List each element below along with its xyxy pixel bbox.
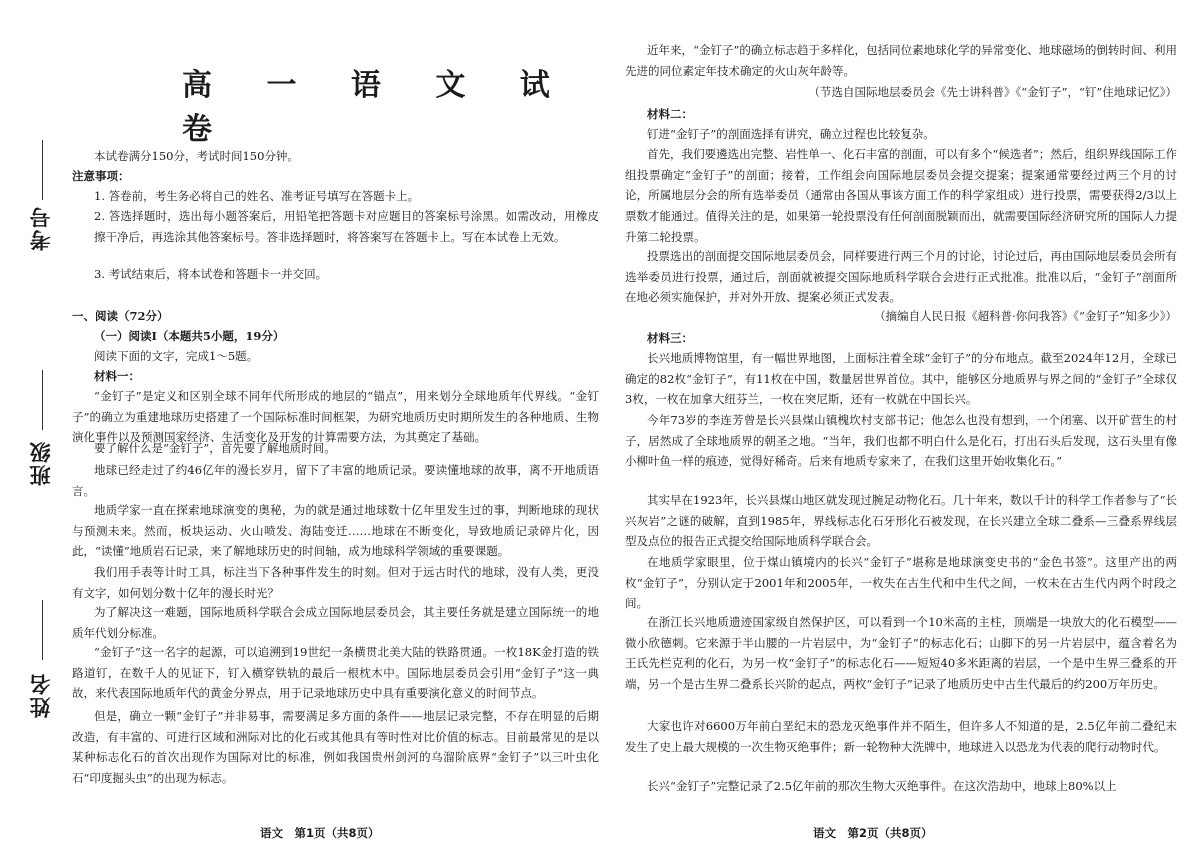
xingming-label: 姓名 [28, 672, 53, 718]
material-1-title: 材料一： [94, 369, 140, 383]
page-footer: 语文 第1页（共8页） [260, 826, 380, 840]
instruction-text: 阅读下面的文字，完成1～5题。 [94, 349, 259, 363]
paragraph: 长兴地质博物馆里，有一幅世界地图，上面标注着全球“金钉子”的分布地点。截至2024年12月，全球已确定的82枚“金钉子”，有11枚在中国，数量居世界首位。其中，能够区分地质界与界之间的“金钉子”全球仅3枚，一枚在加拿大纽芬兰，一枚在突尼斯，还有一枚就在中国长兴。 [625, 351, 1177, 407]
material-3-title: 材料三： [647, 331, 693, 345]
paragraph: “金钉子”这一名字的起源，可以追溯到19世纪一条横贯北美大陆的铁路贯通。一枚18K金打造的铁路道钉，在数千人的见证下，钉入横穿铁轨的最后一根枕木中。国际地层委员会引用“金钉子”这一典故，来代表国际地质年代的黄金分界点，用于记录地球历史中具有重要演化意义的时间节点。 [72, 645, 599, 701]
paragraph: 大家也许对6600万年前白垩纪末的恐龙灭绝事件并不陌生，但许多人不知道的是，2.5亿年前二叠纪末发生了史上最大规模的一次生物灭绝事件；新一轮物种大洗牌中，地球进入以恐龙为代表的爬行动物时代。 [625, 719, 1177, 754]
section-1-sub: （一）阅读Ⅰ（本题共5小题，19分） [94, 329, 285, 343]
intro-text: 本试卷满分150分，考试时间150分钟。 [94, 149, 299, 163]
paragraph: 投票选出的剖面提交国际地层委员会，同样要进行两三个月的讨论，讨论过后，再由国际地层委员会所有选举委员进行投票，通过后，剖面就被提交国际地质科学联合会进行正式批准。批准以后，“金钉子”剖面所在地必须实施保护，并对外开放、提案必须正式发表。 [625, 249, 1177, 305]
paragraph: 首先，我们要遴选出完整、岩性单一、化石丰富的剖面，可以有多个“候选者”；然后，组织界线国际工作组投票确定“金钉子”的剖面；接着，工作组会向国际地层委员会提交提案；提案通常要经过两三个月的讨论，所属地层分会的所有选举委员（通常由各国从事该方面工作的科学家组成）进行投票，需要获得2/3以上票数才能通过。值得关注的是，如果第一轮投票没有任何剖面脱颖而出，就需要国际经济研究所的国际人力提升第二轮投票。 [625, 147, 1177, 244]
kaohao-label: 考号 [28, 205, 53, 251]
banji-line [42, 370, 43, 430]
exam-title: 高 一 语 文 试 卷 [182, 68, 572, 147]
paragraph: 地球已经走过了约46亿年的漫长岁月，留下了丰富的地质记录。要读懂地球的故事，离不开地质语言。 [72, 463, 599, 498]
notice-1: 1. 答卷前，考生务必将自己的姓名、准考证号填写在答题卡上。 [94, 189, 420, 203]
page-1 [72, 0, 602, 849]
paragraph: 其实早在1923年，长兴县煤山地区就发现过腕足动物化石。几十年来，数以千计的科学工作者参与了“长兴灰岩”之谜的破解，直到1985年，界线标志化石牙形化石被发现，在长兴建立全球二叠系—三叠系界线层型及点位的报告正式提交给国际地质科学联合会。 [625, 493, 1177, 549]
paragraph: 在浙江长兴地质遗迹国家级自然保护区，可以看到一个10米高的主柱，顶端是一块放大的化石模型——微小欣德刺。它来源于半山腰的一片岩层中，为“金钉子”的标志化石；山脚下的另一片岩层中，蕴含着名为王氏先栏克利的化石，为另一枚“金钉子”的标志化石——短短40多米距离的岩层，一个是中生界三叠系的开端，另一个是古生界二叠系长兴阶的起点，两枚“金钉子”记录了地质历史中古生代最后的约200万年历史。 [625, 615, 1177, 692]
binding-sidebar [0, 0, 70, 849]
banji-label: 班级 [28, 440, 53, 486]
notice-title: 注意事项： [72, 169, 130, 183]
kaohao-line [42, 140, 43, 200]
paragraph: 在地质学家眼里，位于煤山镇境内的长兴“金钉子”堪称是地球演变史书的“金色书签”。这里产出的两枚“金钉子”，分别认定于2001年和2005年，一枚失在古生代和中生代之间，一枚未在古生代内两个时段之间。 [625, 555, 1177, 611]
source-note: （摘编自人民日报《超科普·你问我答》《“金钉子”知多少》） [874, 309, 1177, 323]
material-2-title: 材料二： [647, 107, 693, 121]
section-1-title: 一、阅读（72分） [72, 309, 169, 323]
paragraph: 近年来，“金钉子”的确立标志趋于多样化，包括同位素地球化学的异常变化、地球磁场的倒转时间、利用先进的同位素定年技术确定的火山灰年龄等。 [625, 43, 1177, 78]
paragraph: 但是，确立一颗“金钉子”并非易事，需要满足多方面的条件——地层记录完整，不存在明显的后期改造，有丰富的、可进行区域和洲际对比的化石或其他具有等时性对比价值的标志。目前最常见的是以某种标志化石的首次出现作为国际对比的标准，例如我国贵州剑河的乌溜阶底界“金钉子”以三叶虫化石“印度掘头虫”的出现为标志。 [72, 709, 599, 786]
notice-2: 2. 答选择题时，选出每小题答案后，用铅笔把答题卡对应题目的答案标号涂黑。如需改动，用橡皮擦干净后，再选涂其他答案标号。答非选择题时，将答案写在答题卡上。写在本试卷上无效。 [94, 209, 599, 244]
source-note: （节选自国际地层委员会《先士讲科普》《“金钉子”，“钉”住地球记忆》） [808, 85, 1177, 99]
page-footer: 语文 第2页（共8页） [813, 826, 933, 840]
paragraph: “金钉子”是定义和区别全球不同年代所形成的地层的“锚点”，用来划分全球地质年代界线。“金钉子”的确立为重建地球历史搭建了一个国际标准时间框架，为研究地质历史时期所发生的各种地质、生物演化事件以及预测国家经济、生活变化及开发的计算需要方法，为其奠定了基础。 [72, 389, 599, 445]
paragraph: 地质学家一直在探索地球演变的奥秘，为的就是通过地球数十亿年里发生过的事，判断地球的现状与预测未来。然而，板块运动、火山喷发、海陆变迁……地球在不断变化，导致地质记录碎片化，因此，“读懂”地质岩石记录，来了解地球历史的时间轴，成为地球科学领域的重要课题。 [72, 503, 599, 559]
paragraph: 今年73岁的李连芳曾是长兴县煤山镇槐坎村支部书记；他怎么也没有想到，一个闭塞、以开矿营生的村子，居然成了全球地质界的朝圣之地。“当年，我们也都不明白什么是化石，打出石头后发现，这石头里有像小柳叶鱼一样的痕迹，觉得好稀奇。后来有地质专家来了，在我们这里开始收集化石。” [625, 413, 1177, 469]
paragraph: 为了解决这一难题，国际地质科学联合会成立国际地层委员会，其主要任务就是建立国际统一的地质年代划分标准。 [72, 605, 599, 640]
paragraph: 要了解什么是“金钉子”，首先要了解地质时间。 [94, 441, 336, 455]
paragraph: 钉进“金钉子”的剖面选择有讲究，确立过程也比较复杂。 [647, 127, 935, 141]
xingming-line [42, 600, 43, 660]
paragraph: 我们用手表等计时工具，标注当下各种事件发生的时刻。但对于远古时代的地球，没有人类，更没有文字，如何划分数十亿年的漫长时光？ [72, 565, 599, 600]
page-2 [625, 0, 1177, 849]
notice-3: 3. 考试结束后，将本试卷和答题卡一并交回。 [94, 267, 328, 281]
paragraph: 长兴“金钉子”完整记录了2.5亿年前的那次生物大灭绝事件。在这次浩劫中，地球上80%以上 [647, 779, 1117, 793]
